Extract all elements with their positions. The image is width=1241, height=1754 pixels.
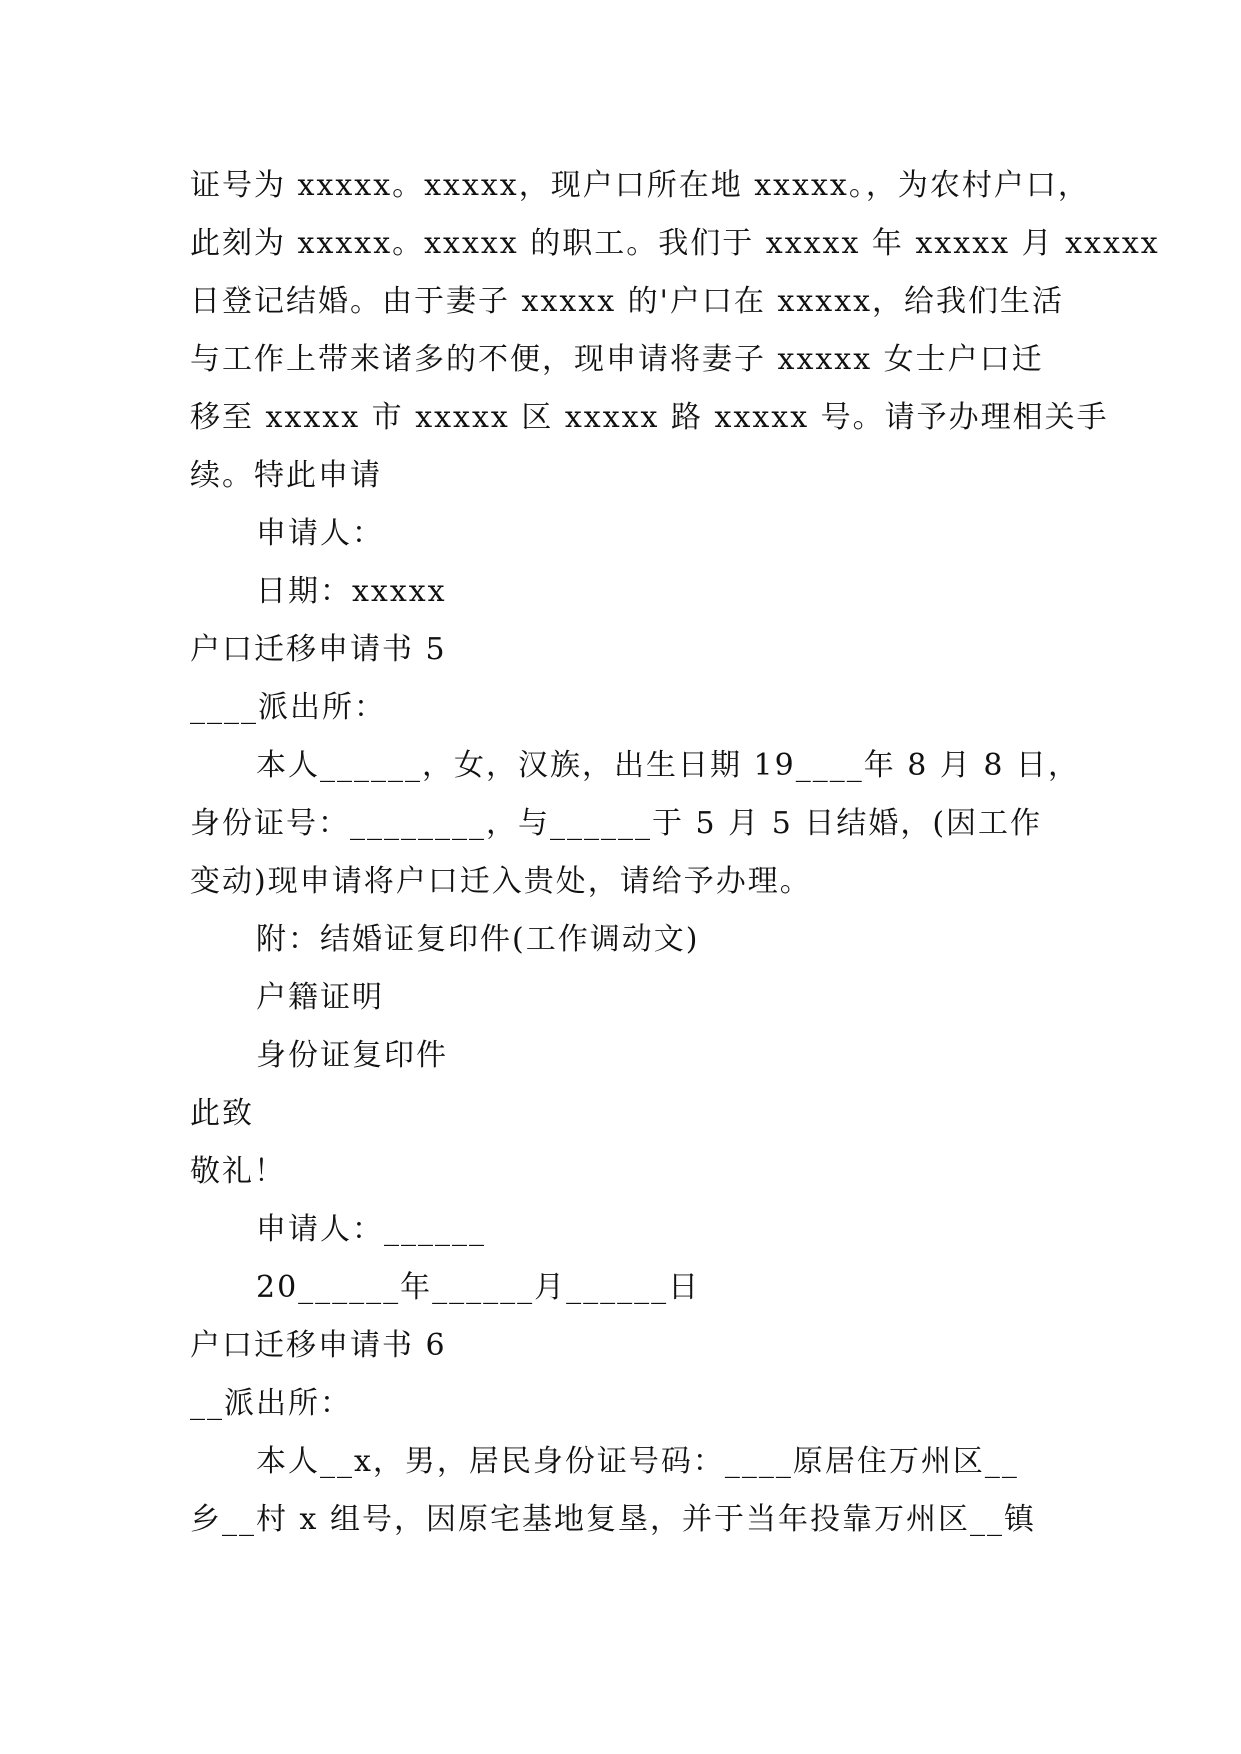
paragraph-line: 此刻为 xxxxx。xxxxx 的职工。我们于 xxxxx 年 xxxxx 月 xxxxx	[190, 226, 1160, 261]
attachment-line: 身份证复印件	[256, 1038, 448, 1073]
paragraph-line: 与工作上带来诸多的不便，现申请将妻子 xxxxx 女士户口迁	[190, 342, 1044, 377]
paragraph-line: 移至 xxxxx 市 xxxxx 区 xxxxx 路 xxxxx 号。请予办理相关手	[190, 400, 1109, 435]
date-line: 日期：xxxxx	[256, 574, 447, 609]
paragraph-line: 本人______，女，汉族，出生日期 19____年 8 月 8 日，	[256, 748, 1081, 783]
paragraph-line: 乡__村 x 组号，因原宅基地复垦，并于当年投靠万州区__镇	[190, 1502, 1036, 1537]
paragraph-line: 变动)现申请将户口迁入贵处，请给予办理。	[190, 864, 812, 899]
paragraph-line: 续。特此申请	[190, 458, 382, 493]
closing-line: 敬礼！	[190, 1154, 286, 1189]
addressee-line: ____派出所：	[190, 690, 386, 725]
paragraph-line: 本人__x，男，居民身份证号码：____原居住万州区__	[256, 1444, 1019, 1479]
addressee-line: __派出所：	[190, 1386, 352, 1421]
document-body	[190, 157, 1160, 1549]
applicant-line: 申请人：______	[256, 1212, 486, 1247]
attachment-line: 附：结婚证复印件(工作调动文)	[256, 922, 700, 957]
paragraph-line: 日登记结婚。由于妻子 xxxxx 的'户口在 xxxxx，给我们生活	[190, 284, 1065, 319]
date-line: 20______年______月______日	[256, 1270, 701, 1305]
paragraph-line: 身份证号：________，与______于 5 月 5 日结婚，(因工作	[190, 806, 1043, 841]
attachment-line: 户籍证明	[256, 980, 384, 1015]
section-title: 户口迁移申请书 5	[190, 632, 447, 667]
paragraph-line: 证号为 xxxxx。xxxxx，现户口所在地 xxxxx。，为农村户口，	[190, 168, 1090, 203]
section-title: 户口迁移申请书 6	[190, 1328, 447, 1363]
applicant-line: 申请人：	[256, 516, 384, 551]
closing-line: 此致	[190, 1096, 254, 1131]
